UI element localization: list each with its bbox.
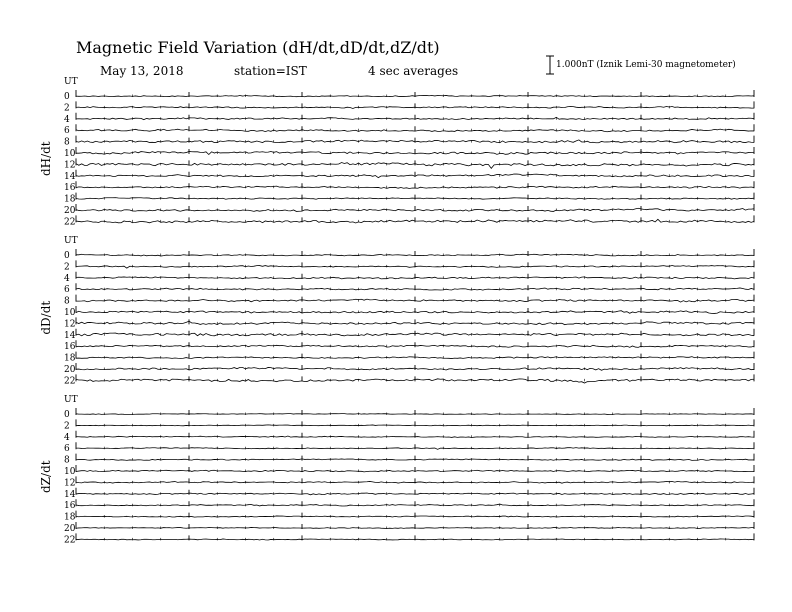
hour-row-label: 22 xyxy=(64,376,76,387)
hour-row-label: 8 xyxy=(64,137,70,148)
hour-row-label: 22 xyxy=(64,217,76,228)
panel-ylabel: dH/dt xyxy=(39,141,53,177)
panel-ylabel: dD/dt xyxy=(39,300,53,335)
hour-row-label: 12 xyxy=(64,319,76,330)
ut-label: UT xyxy=(64,395,78,405)
hour-row-label: 0 xyxy=(64,92,70,102)
hour-row-label: 0 xyxy=(64,251,70,261)
hour-row-label: 16 xyxy=(64,342,76,353)
hour-row-label: 2 xyxy=(64,262,70,273)
hour-row-label: 16 xyxy=(64,501,76,512)
hour-row-label: 14 xyxy=(64,171,76,182)
hour-row-label: 16 xyxy=(64,183,76,194)
hour-row-label: 20 xyxy=(64,206,76,216)
hour-row-label: 20 xyxy=(64,524,76,534)
hour-row-label: 18 xyxy=(64,353,76,364)
hour-row-label: 18 xyxy=(64,512,76,523)
averaging-label: 4 sec averages xyxy=(368,64,459,78)
panel-ylabel: dZ/dt xyxy=(39,460,53,493)
hour-row-label: 10 xyxy=(64,308,76,318)
hour-row-label: 6 xyxy=(64,126,70,137)
hour-row-label: 6 xyxy=(64,285,70,296)
hour-row-label: 8 xyxy=(64,455,70,466)
hour-row-label: 18 xyxy=(64,194,76,205)
hour-row-label: 2 xyxy=(64,421,70,432)
hour-row-label: 2 xyxy=(64,103,70,114)
hour-row-label: 10 xyxy=(64,149,76,159)
hour-row-label: 10 xyxy=(64,467,76,477)
hour-row-label: 4 xyxy=(64,432,70,443)
ut-label: UT xyxy=(64,77,78,87)
ut-label: UT xyxy=(64,236,78,246)
date-label: May 13, 2018 xyxy=(100,64,184,78)
hour-row-label: 20 xyxy=(64,365,76,375)
hour-row-label: 22 xyxy=(64,535,76,546)
hour-row-label: 12 xyxy=(64,478,76,489)
station-label: station=IST xyxy=(234,64,307,78)
hour-row-label: 8 xyxy=(64,296,70,307)
scale-bar-label: 1.000nT (Iznik Lemi-30 magnetometer) xyxy=(556,60,736,70)
hour-row-label: 0 xyxy=(64,410,70,420)
hour-row-label: 14 xyxy=(64,489,76,500)
hour-row-label: 12 xyxy=(64,160,76,171)
hour-row-label: 4 xyxy=(64,273,70,284)
hour-row-label: 4 xyxy=(64,114,70,125)
hour-row-label: 14 xyxy=(64,330,76,341)
hour-row-label: 6 xyxy=(64,444,70,455)
chart-title: Magnetic Field Variation (dH/dt,dD/dt,dZ/dt) xyxy=(76,38,440,57)
